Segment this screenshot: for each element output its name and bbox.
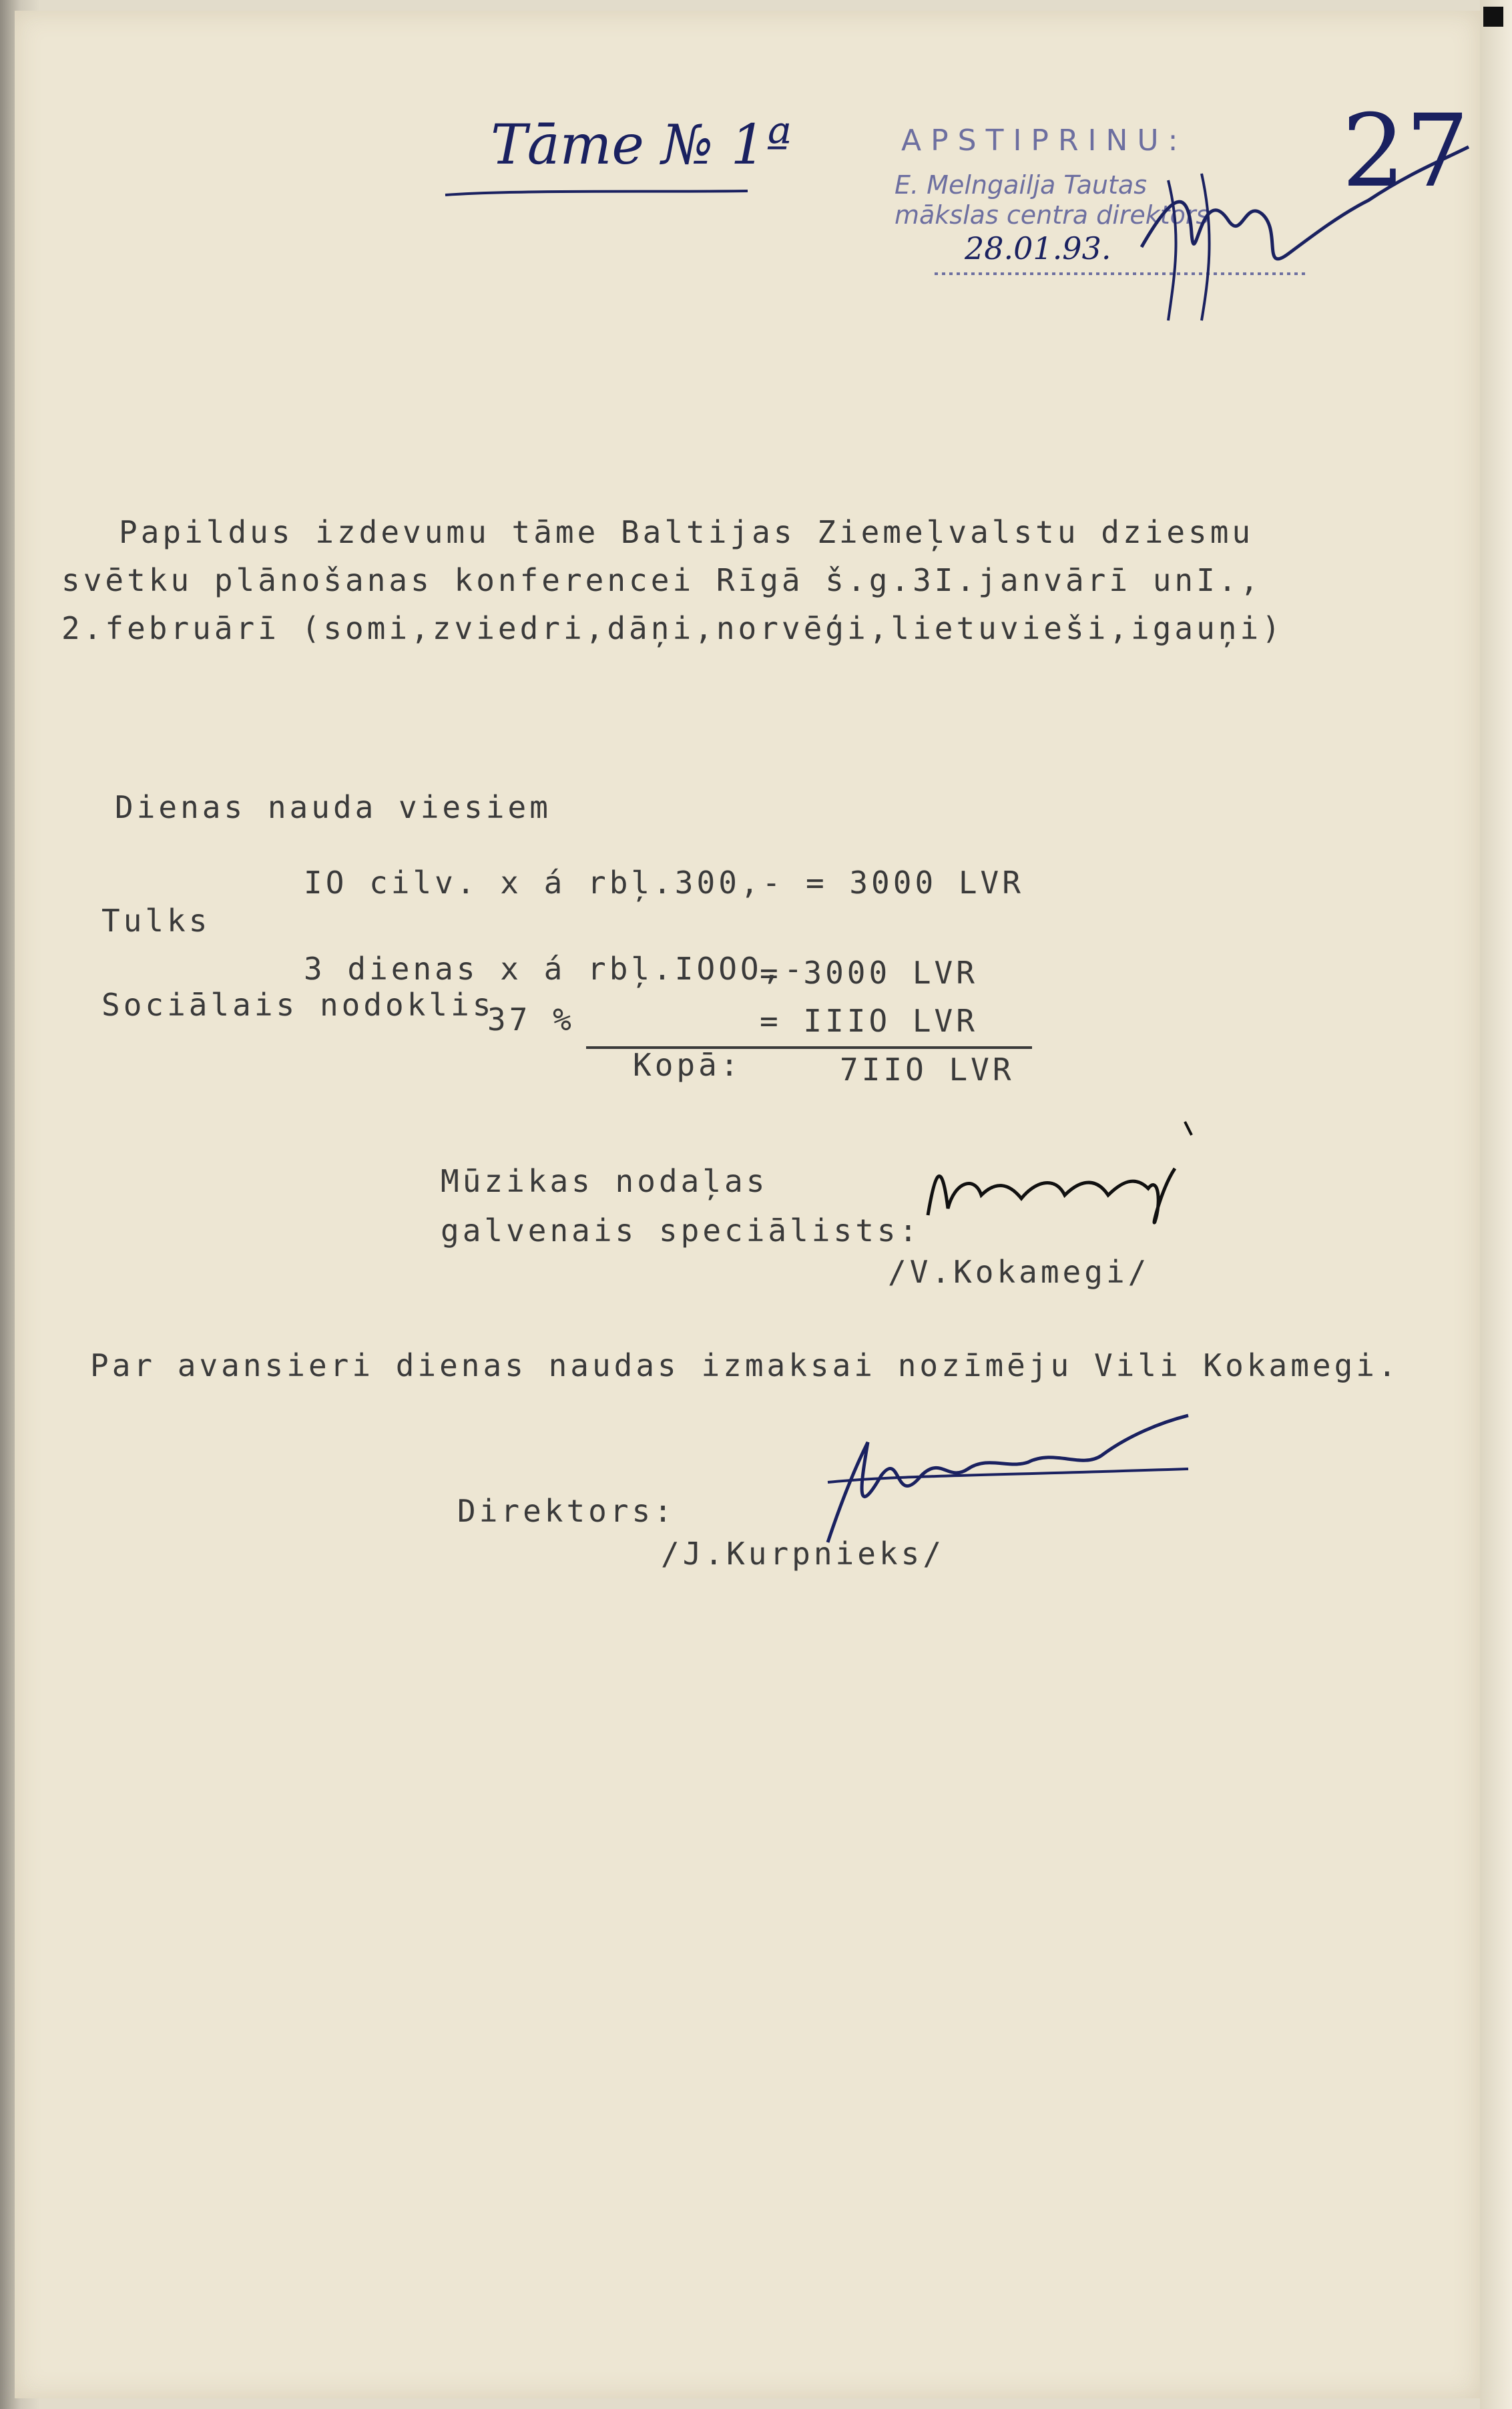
approval-stamp-word: APSTIPRINU: [901, 124, 1188, 158]
approval-date: 28.01.93. [965, 230, 1111, 266]
page-number: 27 [1342, 93, 1469, 210]
director-signature-icon [814, 1402, 1202, 1549]
handwritten-title: Tāme № 1ª [491, 114, 792, 177]
director-label: Direktors: [457, 1493, 676, 1529]
document-sheet [15, 11, 1480, 2398]
specialist-line-2: galvenais speciālists: [441, 1213, 921, 1249]
budget-social-label: Sociālais nodoklis [101, 987, 495, 1023]
director-signature-top-icon [1128, 100, 1475, 327]
budget-total-value: 7IIO LVR [840, 1052, 1015, 1088]
intro-line-3: 2.februārī (somi,zviedri,dāņi,norvēģi,lietuvieši,igauņi) [61, 610, 1284, 646]
appointment-line: Par avansieri dienas naudas izmaksai nozīmēju Vili Kokamegi. [90, 1347, 1400, 1383]
budget-heading: Dienas nauda viesiem [115, 789, 551, 825]
title-underline [444, 187, 751, 200]
intro-line-2: svētku plānošanas konferencei Rīgā š.g.3I.janvārī unI., [61, 562, 1262, 598]
specialist-line-1: Mūzikas nodaļas [441, 1163, 768, 1199]
approval-stamp-org-line1: E. Melngailja Tautas [895, 170, 1147, 200]
budget-tulks-label: Tulks [101, 903, 211, 939]
director-name: /J.Kurpnieks/ [661, 1536, 945, 1572]
budget-row-guests: IO cilv. x á rbļ.300,- = 3000 LVR [304, 865, 1024, 901]
budget-social-pct: 37 % [487, 1002, 575, 1038]
scan-edge [1480, 0, 1512, 2409]
budget-row-translator-total: = 3000 LVR [760, 955, 978, 991]
specialist-signature-icon [921, 1108, 1202, 1242]
budget-row-translator: 3 dienas x á rbļ.IOOO,- [304, 951, 806, 987]
intro-line-1: Papildus izdevumu tāme Baltijas Ziemeļvalstu dziesmu [119, 514, 1254, 550]
scan-corner-mark [1483, 7, 1503, 27]
approval-stamp-org-line2: mākslas centra direktors [895, 200, 1210, 230]
specialist-name: /V.Kokamegi/ [888, 1254, 1150, 1290]
budget-total-label: Kopā: [633, 1047, 742, 1083]
budget-social-total: = IIIO LVR [760, 1003, 978, 1039]
